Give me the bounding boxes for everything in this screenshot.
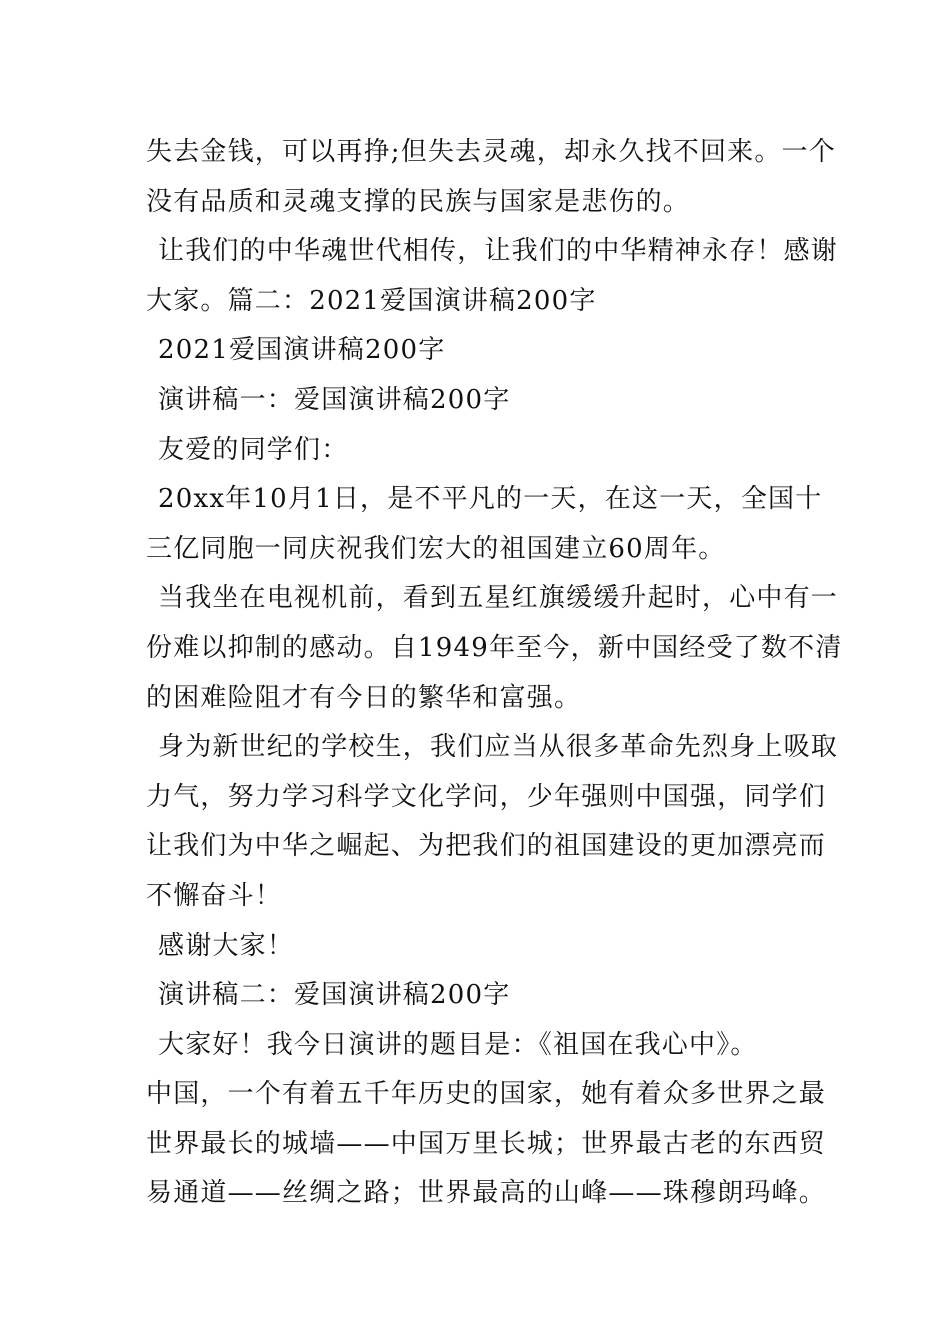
text-line: 让我们为中华之崛起、为把我们的祖国建设的更加漂亮而 xyxy=(146,831,827,862)
text-line: 世界最长的城墙——中国万里长城；世界最古老的东西贸 xyxy=(146,1128,827,1159)
text-line: 中国，一个有着五千年历史的国家，她有着众多世界之最 xyxy=(146,1079,827,1110)
text-line: 易通道——丝绸之路；世界最高的山峰——珠穆朗玛峰。 xyxy=(146,1178,827,1209)
text-line: 失去金钱，可以再挣;但失去灵魂，却永久找不回来。一个 xyxy=(146,137,836,167)
text-line: 感谢大家！ xyxy=(158,930,295,961)
text-line: 让我们的中华魂世代相传，让我们的中华精神永存！感谢 xyxy=(158,236,839,267)
section-heading: 演讲稿二：爱国演讲稿200字 xyxy=(158,980,511,1011)
text-line: 大家。篇二：2021爱国演讲稿200字 xyxy=(146,285,597,316)
text-line: 当我坐在电视机前，看到五星红旗缓缓升起时，心中有一 xyxy=(158,583,839,614)
text-line: 三亿同胞一同庆祝我们宏大的祖国建立60周年。 xyxy=(146,533,726,564)
text-line: 大家好！我今日演讲的题目是：《祖国在我心中》。 xyxy=(158,1029,758,1060)
section-heading: 演讲稿一：爱国演讲稿200字 xyxy=(158,384,511,415)
text-line: 20xx年10月1日，是不平凡的一天，在这一天，全国十 xyxy=(158,484,823,515)
text-line: 身为新世纪的学校生，我们应当从很多革命先烈身上吸取 xyxy=(158,732,839,763)
salutation: 友爱的同学们： xyxy=(158,434,349,465)
text-line: 的困难险阻才有今日的繁华和富强。 xyxy=(146,682,582,713)
text-line: 力气，努力学习科学文化学问，少年强则中国强，同学们 xyxy=(146,781,827,812)
document-body xyxy=(146,128,843,1219)
text-line: 没有品质和灵魂支撑的民族与国家是悲伤的。 xyxy=(146,186,691,217)
section-heading: 2021爱国演讲稿200字 xyxy=(158,335,446,366)
text-line: 不懈奋斗！ xyxy=(146,880,283,911)
text-line: 份难以抑制的感动。自1949年至今，新中国经受了数不清 xyxy=(146,632,843,663)
